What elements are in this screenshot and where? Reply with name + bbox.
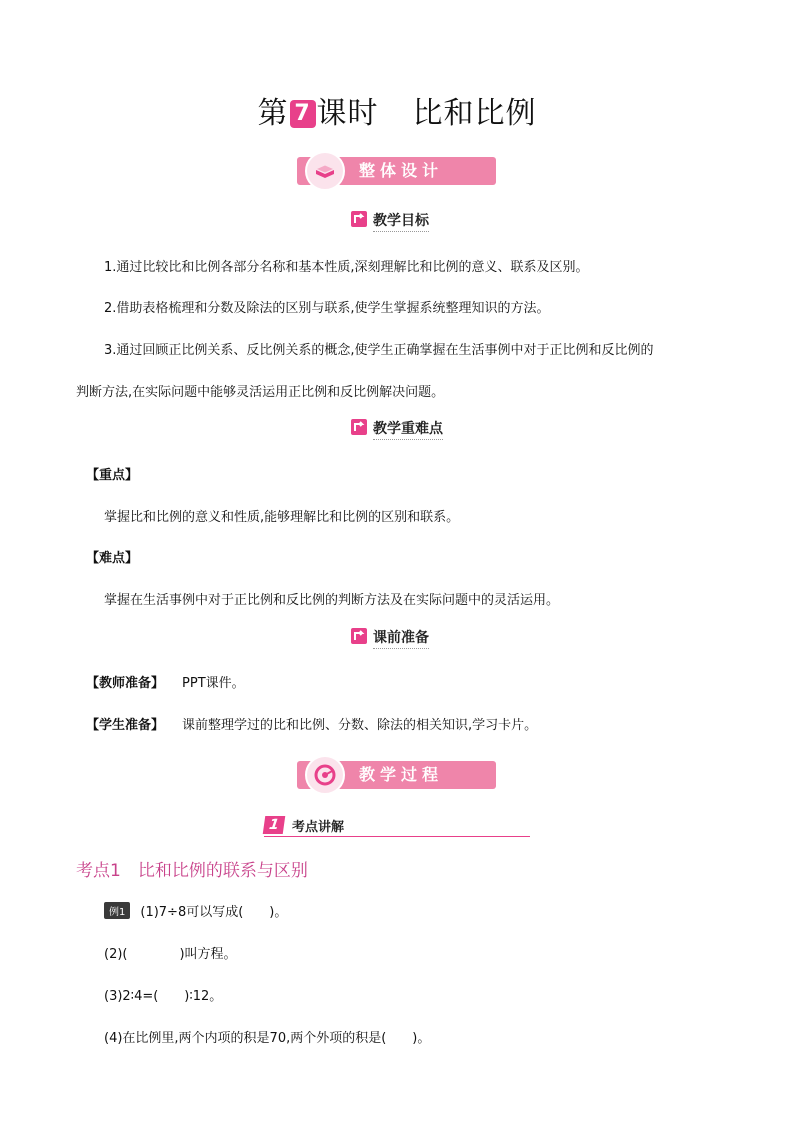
design-banner-label: 整体设计: [359, 161, 444, 180]
example-1-q2: (2)( )叫方程。: [104, 947, 237, 962]
student-prep-text: 课前整理学过的比和比例、分数、除法的相关知识,学习卡片。: [182, 718, 538, 733]
prep-heading: 课前准备: [351, 627, 429, 649]
process-banner: [297, 761, 496, 789]
section-1-title: 考点讲解: [292, 820, 345, 835]
section-arrow-icon: [351, 211, 367, 227]
hard-text: 掌握在生活事例中对于正比例和反比例的判断方法及在实际问题中的灵活运用。: [104, 593, 560, 608]
example-1-q3: (3)2∶4=( )∶12。: [104, 989, 223, 1004]
goal-item-2: 2.借助表格梳理和分数及除法的区别与联系,使学生掌握系统整理知识的方法。: [104, 301, 550, 316]
student-prep-label: 【学生准备】: [86, 718, 165, 733]
target-icon: [305, 755, 345, 795]
title-prefix: 第: [257, 96, 289, 131]
book-icon: [305, 151, 345, 191]
teacher-prep-text: PPT课件。: [182, 676, 245, 691]
goals-heading: 教学目标: [351, 210, 429, 232]
key-label: 【重点】: [86, 468, 139, 483]
lesson-number-badge: 7: [290, 100, 316, 128]
example-badge: 例1: [104, 902, 130, 919]
teacher-prep: [86, 672, 245, 691]
section-1-heading: [264, 814, 530, 837]
key-text: 掌握比和比例的意义和性质,能够理解比和比例的区别和联系。: [104, 510, 460, 525]
goal-item-1: 1.通过比较比和比例各部分名称和基本性质,深刻理解比和比例的意义、联系及区别。: [104, 260, 589, 275]
design-banner: [297, 157, 496, 185]
student-prep: [86, 714, 537, 733]
section-arrow-icon: [351, 419, 367, 435]
title-topic: 比和比例: [412, 96, 537, 131]
keypoints-heading: 教学重难点: [351, 418, 443, 440]
lesson-title: [0, 88, 794, 132]
example-1-q1: 例1 (1)7÷8可以写成( )。: [104, 901, 287, 920]
goal-item-3: 3.通过回顾正比例关系、反比例关系的概念,使学生正确掌握在生活事例中对于正比例和反比例的: [104, 343, 654, 358]
title-suffix: 课时: [316, 96, 379, 131]
teacher-prep-label: 【教师准备】: [86, 676, 165, 691]
kaodian-title: 考点1 比和比例的联系与区别: [76, 861, 308, 881]
hard-label: 【难点】: [86, 551, 139, 566]
section-arrow-icon: [351, 628, 367, 644]
goal-item-3-cont: 判断方法,在实际问题中能够灵活运用正比例和反比例解决问题。: [76, 385, 445, 400]
section-number-badge: 1: [263, 816, 286, 834]
process-banner-label: 教学过程: [359, 765, 444, 784]
example-1-q4: (4)在比例里,两个内项的积是70,两个外项的积是( )。: [104, 1031, 431, 1046]
